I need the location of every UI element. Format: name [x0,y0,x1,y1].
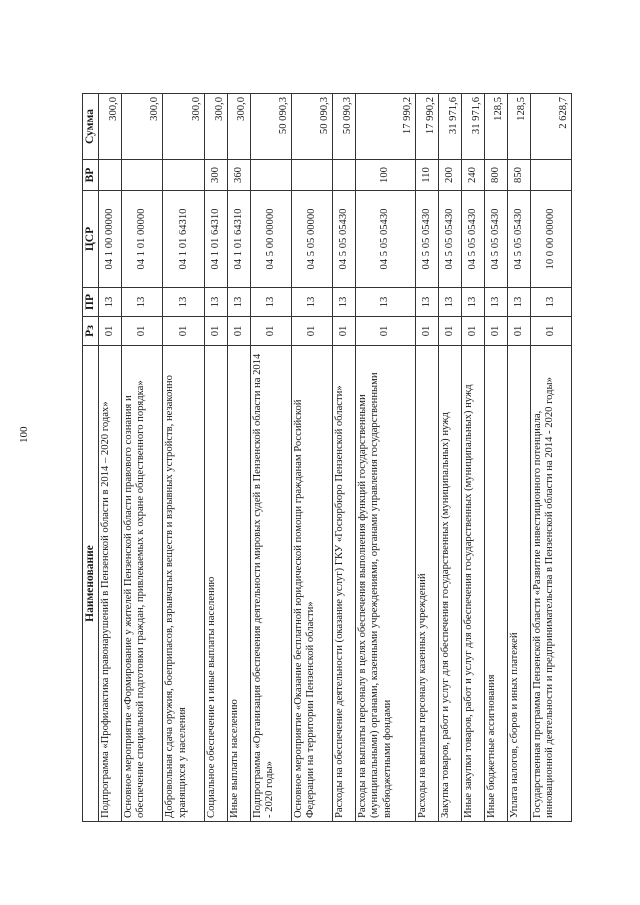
row-name: Подпрограмма «Организация обеспечения деятельности мировых судей в Пензенской области на 2014 - 2020 годы» [250,346,291,822]
row-csr: 04 1 01 00000 [122,191,163,288]
table-row [291,94,332,822]
header-sum: Сумма [83,94,99,160]
table-row [250,94,291,822]
table-row [461,94,484,822]
row-csr: 04 5 05 05430 [438,191,461,288]
row-csr: 04 5 05 05430 [461,191,484,288]
row-vr: 300 [204,160,227,191]
row-pr: 13 [356,288,416,317]
row-pr: 13 [227,288,250,317]
row-vr: 360 [227,160,250,191]
row-rz: 01 [461,317,484,346]
row-name: Уплата налогов, сборов и иных платежей [507,346,530,822]
row-rz: 01 [438,317,461,346]
table-row [99,94,122,822]
row-rz: 01 [250,317,291,346]
row-vr: 110 [415,160,438,191]
row-name: Иные выплаты населению [227,346,250,822]
row-name: Государственная программа Пензенской области «Развитие инвестиционного потенциала, инновационной деятельности и предпринимательства в Пензенской области на 2014 - 2020 годы» [530,346,571,822]
header-name: Наименование [83,346,99,822]
row-pr: 13 [484,288,507,317]
row-csr: 04 5 05 05430 [484,191,507,288]
row-rz: 01 [291,317,332,346]
row-rz: 01 [530,317,571,346]
row-sum: 300,0 [122,94,163,160]
row-pr: 13 [507,288,530,317]
row-sum: 300,0 [99,94,122,160]
row-csr: 04 5 05 05430 [415,191,438,288]
table-row [484,94,507,822]
row-csr: 04 5 05 05430 [507,191,530,288]
row-pr: 13 [204,288,227,317]
row-vr [291,160,332,191]
row-vr [99,160,122,191]
row-sum: 50 090,3 [333,94,356,160]
row-pr: 13 [530,288,571,317]
row-rz: 01 [122,317,163,346]
row-vr [122,160,163,191]
row-sum: 50 090,3 [250,94,291,160]
row-name: Расходы на обеспечение деятельности (оказание услуг) ГКУ «Госюрбюро Пензенской области» [333,346,356,822]
row-sum: 31 971,6 [461,94,484,160]
header-csr: ЦСР [83,191,99,288]
row-name: Иные закупки товаров, работ и услуг для обеспечения государственных (муниципальных) нужд [461,346,484,822]
row-pr: 13 [99,288,122,317]
row-sum: 128,5 [507,94,530,160]
row-pr: 13 [438,288,461,317]
table-row [227,94,250,822]
row-csr: 04 5 00 00000 [250,191,291,288]
row-rz: 01 [507,317,530,346]
row-name: Добровольная сдача оружия, боеприпасов, взрывчатых веществ и взрывных устройств, незаконно хранящихся у населения [163,346,204,822]
row-csr: 04 5 05 05430 [333,191,356,288]
row-name: Основное мероприятие «Формирование у жителей Пензенской области правового сознания и обеспечение специальной подготовки граждан, привлекаемых к охране общественного порядка» [122,346,163,822]
row-rz: 01 [227,317,250,346]
table-row [122,94,163,822]
row-sum: 300,0 [204,94,227,160]
row-pr: 13 [163,288,204,317]
row-csr: 04 5 05 05430 [356,191,416,288]
table-row [530,94,571,822]
row-csr: 04 1 00 00000 [99,191,122,288]
row-vr: 100 [356,160,416,191]
row-rz: 01 [356,317,416,346]
row-name: Иные бюджетные ассигнования [484,346,507,822]
row-rz: 01 [204,317,227,346]
row-csr: 04 1 01 64310 [227,191,250,288]
row-rz: 01 [415,317,438,346]
row-sum: 17 990,2 [415,94,438,160]
row-vr [333,160,356,191]
row-name: Социальное обеспечение и иные выплаты населению [204,346,227,822]
row-pr: 13 [250,288,291,317]
page-number: 100 [18,426,30,443]
row-vr: 240 [461,160,484,191]
row-name: Расходы на выплаты персоналу казенных учреждений [415,346,438,822]
header-pr: ПР [83,288,99,317]
row-vr: 200 [438,160,461,191]
row-pr: 13 [291,288,332,317]
table-row [356,94,416,822]
table-row [163,94,204,822]
table-row [333,94,356,822]
row-rz: 01 [99,317,122,346]
row-sum: 2 628,7 [530,94,571,160]
row-name: Подпрограмма «Профилактика правонарушений в Пензенской области в 2014 – 2020 годах» [99,346,122,822]
row-vr [530,160,571,191]
row-pr: 13 [415,288,438,317]
budget-table [82,93,572,822]
table-row [438,94,461,822]
row-rz: 01 [163,317,204,346]
row-pr: 13 [461,288,484,317]
row-sum: 50 090,3 [291,94,332,160]
row-sum: 300,0 [227,94,250,160]
row-sum: 17 990,2 [356,94,416,160]
table-row [507,94,530,822]
row-vr [250,160,291,191]
row-csr: 10 0 00 00000 [530,191,571,288]
row-pr: 13 [122,288,163,317]
row-rz: 01 [484,317,507,346]
row-sum: 300,0 [163,94,204,160]
header-rz: Рз [83,317,99,346]
row-vr: 850 [507,160,530,191]
row-csr: 04 5 05 00000 [291,191,332,288]
table-header-row [83,94,99,822]
row-vr: 800 [484,160,507,191]
row-csr: 04 1 01 64310 [163,191,204,288]
row-pr: 13 [333,288,356,317]
row-name: Закупка товаров, работ и услуг для обеспечения государственных (муниципальных) нужд [438,346,461,822]
row-sum: 128,5 [484,94,507,160]
row-name: Расходы на выплаты персоналу в целях обеспечения выполнения функций государственными (муниципальными) органами, казенными учреждениями, органами управления государственными внебюджетными фондами [356,346,416,822]
rotated-page-content [82,94,572,822]
row-rz: 01 [333,317,356,346]
table-row [204,94,227,822]
row-sum: 31 971,6 [438,94,461,160]
row-csr: 04 1 01 64310 [204,191,227,288]
header-vr: ВР [83,160,99,191]
row-vr [163,160,204,191]
row-name: Основное мероприятие «Оказание бесплатной юридической помощи гражданам Российской Федерации на территории Пензенской области» [291,346,332,822]
table-row [415,94,438,822]
